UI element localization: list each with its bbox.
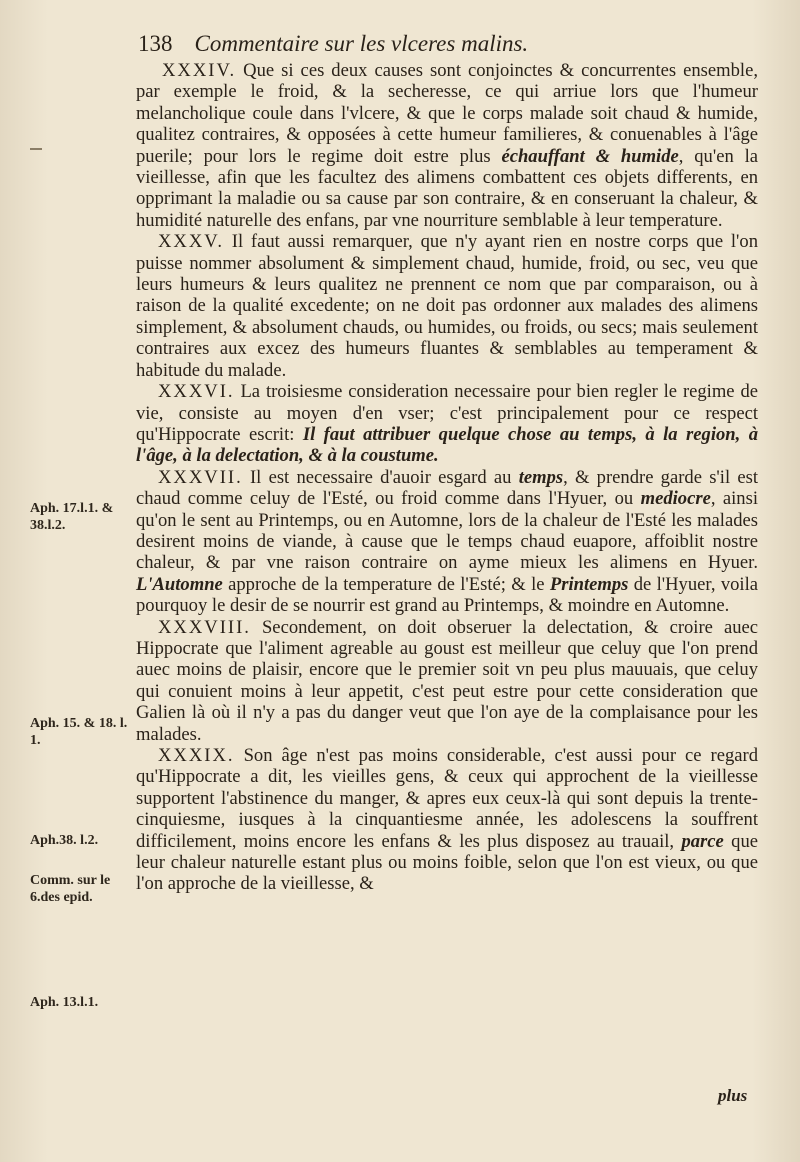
page-header bbox=[138, 30, 658, 58]
italic-word: temps bbox=[518, 466, 564, 488]
paragraph-34: XXXIV. Que si ces deux causes sont conjoinctes & concurrentes ensemble, par exemple le froid, & la secheresse, ce qui arriue lors que l'humeur melancholique coule dans l'vlcere, & que le corps malade soit chaud & humide, qualitez contraires, & opposées à cette humeur familieres, & conuenables à l'âge puerile; pour lors le regime doit estre plus échauffant & humide, qu'en la vieillesse, afin que les facultez des alimens combattent ces objets differents, en opprimant la maladie ou sa cause par son contraire, & en conseruant la chaleur, & humidité naturelle des enfans, par vne nourriture semblable à leur temperature. bbox=[136, 60, 758, 231]
italic-quote: Il faut attribuer quelque chose au temps, à la region, à l'âge, à la delectation, & à la coustume. bbox=[136, 423, 758, 467]
italic-word: mediocre bbox=[640, 488, 711, 510]
margin-note: Comm. sur le 6.des epid. bbox=[30, 873, 111, 905]
paragraph-38: XXXVIII. Secondement, on doit obseruer la delectation, & croire auec Hippocrate que l'aliment agreable au goust est meilleur que celuy que l'on prend auec moins de plaisir, encore que le premier soit vn peu plus mauuais, que celuy qui conuient moins à leur appetit, c'est peut estre pour cette consideration que Galien là où il n'y a pas du danger veut que l'on aye de la complaisance pour les malades. bbox=[136, 616, 758, 745]
running-title: Commentaire sur les vlceres malins. bbox=[194, 31, 529, 56]
section-number: XXXIV. bbox=[162, 60, 237, 81]
italic-word: L'Automne bbox=[136, 573, 223, 595]
margin-note: Aph. 13.l.1. bbox=[30, 995, 99, 1010]
section-number: XXXVII. bbox=[158, 466, 243, 488]
paragraph-39: XXXIX. Son âge n'est pas moins considerable, c'est aussi pour ce regard qu'Hippocrate a dit, les vieilles gens, & ceux qui approchent de la vieillesse supportent l'abstinence du manger, & apres eux ceux-là qui sont depuis la trente-cinquiesme, iusques à la cinquantiesme année, les adolescens la souffrent difficilement, moins encore les enfans & les plus disposez au trauail, parce que leur chaleur naturelle estant plus ou moins foible, selon que l'on est vieux, ou que l'on approche de la vieillesse, & bbox=[136, 745, 759, 895]
margin-note: Aph. 15. & 18. l. 1. bbox=[30, 716, 128, 748]
catchword: plus bbox=[718, 1086, 748, 1105]
section-number: XXXV. bbox=[158, 231, 224, 253]
italic-word: parce bbox=[681, 830, 724, 852]
section-number: XXXVI. bbox=[158, 381, 235, 403]
italic-phrase: échauffant & humide bbox=[501, 145, 679, 167]
margin-mark bbox=[30, 148, 42, 150]
paragraph-35: XXXV. Il faut aussi remarquer, que n'y ayant rien en nostre corps que l'on puisse nommer absolument & simplement chaud, humide, froid, ou sec, veu que leurs humeurs & leurs qualitez ne prennent ce nom que par comparaison, ou à raison de la qualité excedente; on ne doit pas ordonner aux malades des alimens simplement, & absolument chauds, ou humides, ou froids, ou secs; mais seulement contraires aux excez des humeurs fluantes & semblables au temperament & habitude du malade. bbox=[136, 231, 758, 381]
paragraph-37: XXXVII. Il est necessaire d'auoir esgard au temps, & prendre garde s'il est chaud comme celuy de l'Esté, ou froid comme dans l'Hyuer, ou mediocre, ainsi qu'on le sent au Printemps, ou en Automne, lors de la chaleur de l'Esté les malades desirent moins de viande, à cause que le temps chaud euapore, affoiblit nostre chaleur, & par vne raison contraire on ayme mieux les alimens en Hyuer. L'Automne approche de la temperature de l'Esté; & le Printemps de l'Hyuer, voila pourquoy le desir de se nourrir est grand au Printemps, & moindre en Automne. bbox=[136, 466, 759, 617]
italic-word: Printemps bbox=[549, 573, 629, 595]
page-number: 138 bbox=[138, 31, 173, 56]
margin-note: Aph.38. l.2. bbox=[30, 833, 99, 848]
paragraph-36: XXXVI. La troisiesme consideration necessaire pour bien regler le regime de vie, consiste au moyen d'en vser; c'est principalement pour ce respect qu'Hippocrate escrit: Il faut attribuer quelque chose au temps, à la region, à l'âge, à la delectation, & à la coustume. bbox=[136, 381, 758, 467]
section-number: XXXIX. bbox=[158, 745, 235, 766]
body-text bbox=[136, 60, 758, 895]
margin-note: Aph. 17.l.1. & 38.l.2. bbox=[30, 501, 114, 533]
section-number: XXXVIII. bbox=[158, 616, 251, 638]
